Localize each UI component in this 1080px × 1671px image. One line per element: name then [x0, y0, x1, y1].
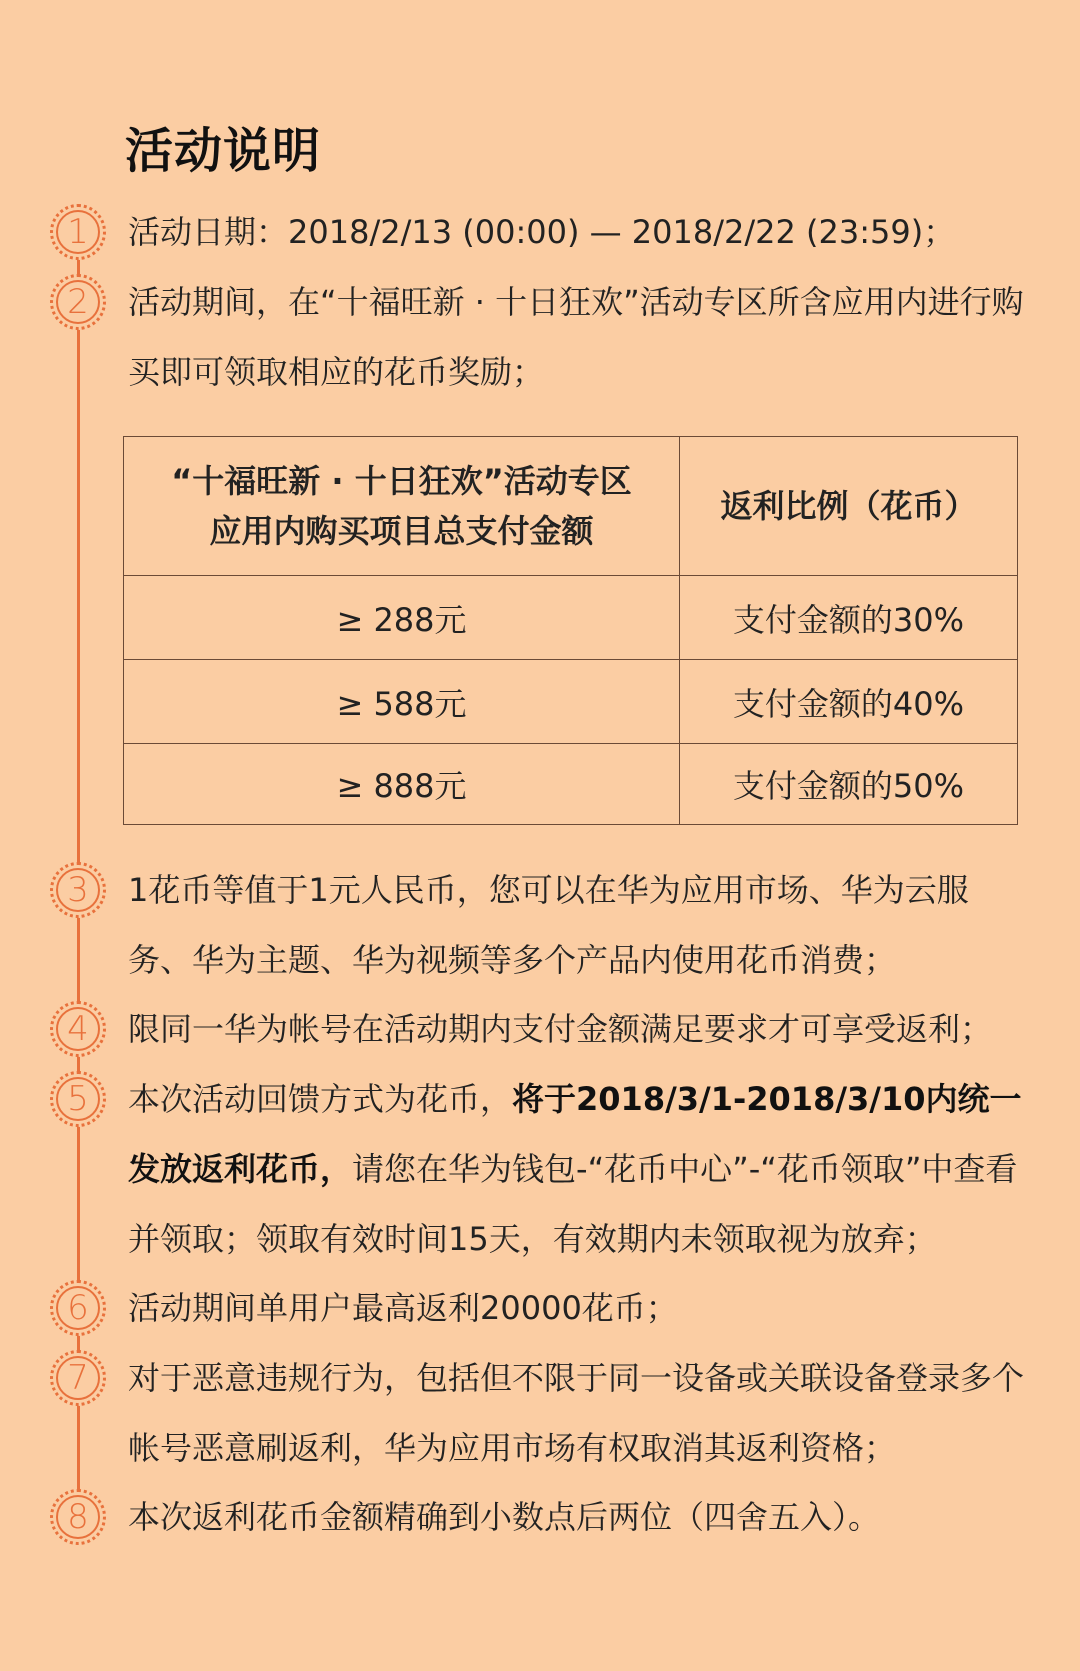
- header-rebate-ratio: 返利比例（花币）: [680, 437, 1018, 576]
- step-number: 7: [56, 1356, 100, 1400]
- item-text-5: 本次活动回馈方式为花币，将于2018/3/1-2018/3/10内统一发放返利花币，请您在华为钱包-“花币中心”-“花币领取”中查看并领取；领取有效时间15天，有效期内未领取视为放弃；: [128, 1080, 1022, 1258]
- step-badge-5: [50, 1071, 106, 1127]
- amount-cell: ≥ 888元: [124, 744, 680, 825]
- item-text-2: 活动期间，在“十福旺新 · 十日狂欢”活动专区所含应用内进行购买即可领取相应的花币奖励；: [128, 283, 1024, 391]
- step-number: 5: [56, 1077, 100, 1121]
- step-badge-1: [50, 204, 106, 260]
- step-badge-7: [50, 1350, 106, 1406]
- ratio-cell: 支付金额的40%: [680, 660, 1018, 744]
- step-badge-8: [50, 1489, 106, 1545]
- step-badge-4: [50, 1001, 106, 1057]
- step-badge-6: [50, 1280, 106, 1336]
- item-text-7: 对于恶意违规行为，包括但不限于同一设备或关联设备登录多个帐号恶意刷返利，华为应用市场有权取消其返利资格；: [128, 1359, 1025, 1467]
- step-number: 3: [56, 868, 100, 912]
- step-number: 4: [56, 1007, 100, 1051]
- step-badge-3: [50, 862, 106, 918]
- item-text-6: 活动期间单用户最高返利20000花币；: [128, 1289, 678, 1327]
- table-header-row: [124, 437, 1018, 576]
- step-number: 1: [56, 210, 100, 254]
- table-row: [124, 576, 1018, 660]
- rebate-table: [123, 436, 1018, 825]
- item-text-8: 本次返利花币金额精确到小数点后两位（四舍五入）。: [128, 1498, 881, 1536]
- page-title: 活动说明: [125, 123, 322, 179]
- item-text-4: 限同一华为帐号在活动期内支付金额满足要求才可享受返利；: [128, 1010, 993, 1048]
- ratio-cell: 支付金额的30%: [680, 576, 1018, 660]
- item-text-1: 活动日期：2018/2/13 (00:00) — 2018/2/22 (23:59)；: [128, 213, 956, 251]
- item-text-3: 1花币等值于1元人民币，您可以在华为应用市场、华为云服务、华为主题、华为视频等多个产品内使用花币消费；: [128, 871, 969, 979]
- amount-cell: ≥ 288元: [124, 576, 680, 660]
- step-badge-2: [50, 274, 106, 330]
- table-row: [124, 744, 1018, 825]
- table-row: [124, 660, 1018, 744]
- header-total-payment: “十福旺新 · 十日狂欢”活动专区 应用内购买项目总支付金额: [124, 437, 680, 576]
- ratio-cell: 支付金额的50%: [680, 744, 1018, 825]
- payout-period-bold: 将于2018/3/1-2018/3/10内统一发放返利花币，: [128, 1080, 1022, 1188]
- step-number: 8: [56, 1495, 100, 1539]
- step-number: 2: [56, 280, 100, 324]
- step-number: 6: [56, 1286, 100, 1330]
- amount-cell: ≥ 588元: [124, 660, 680, 744]
